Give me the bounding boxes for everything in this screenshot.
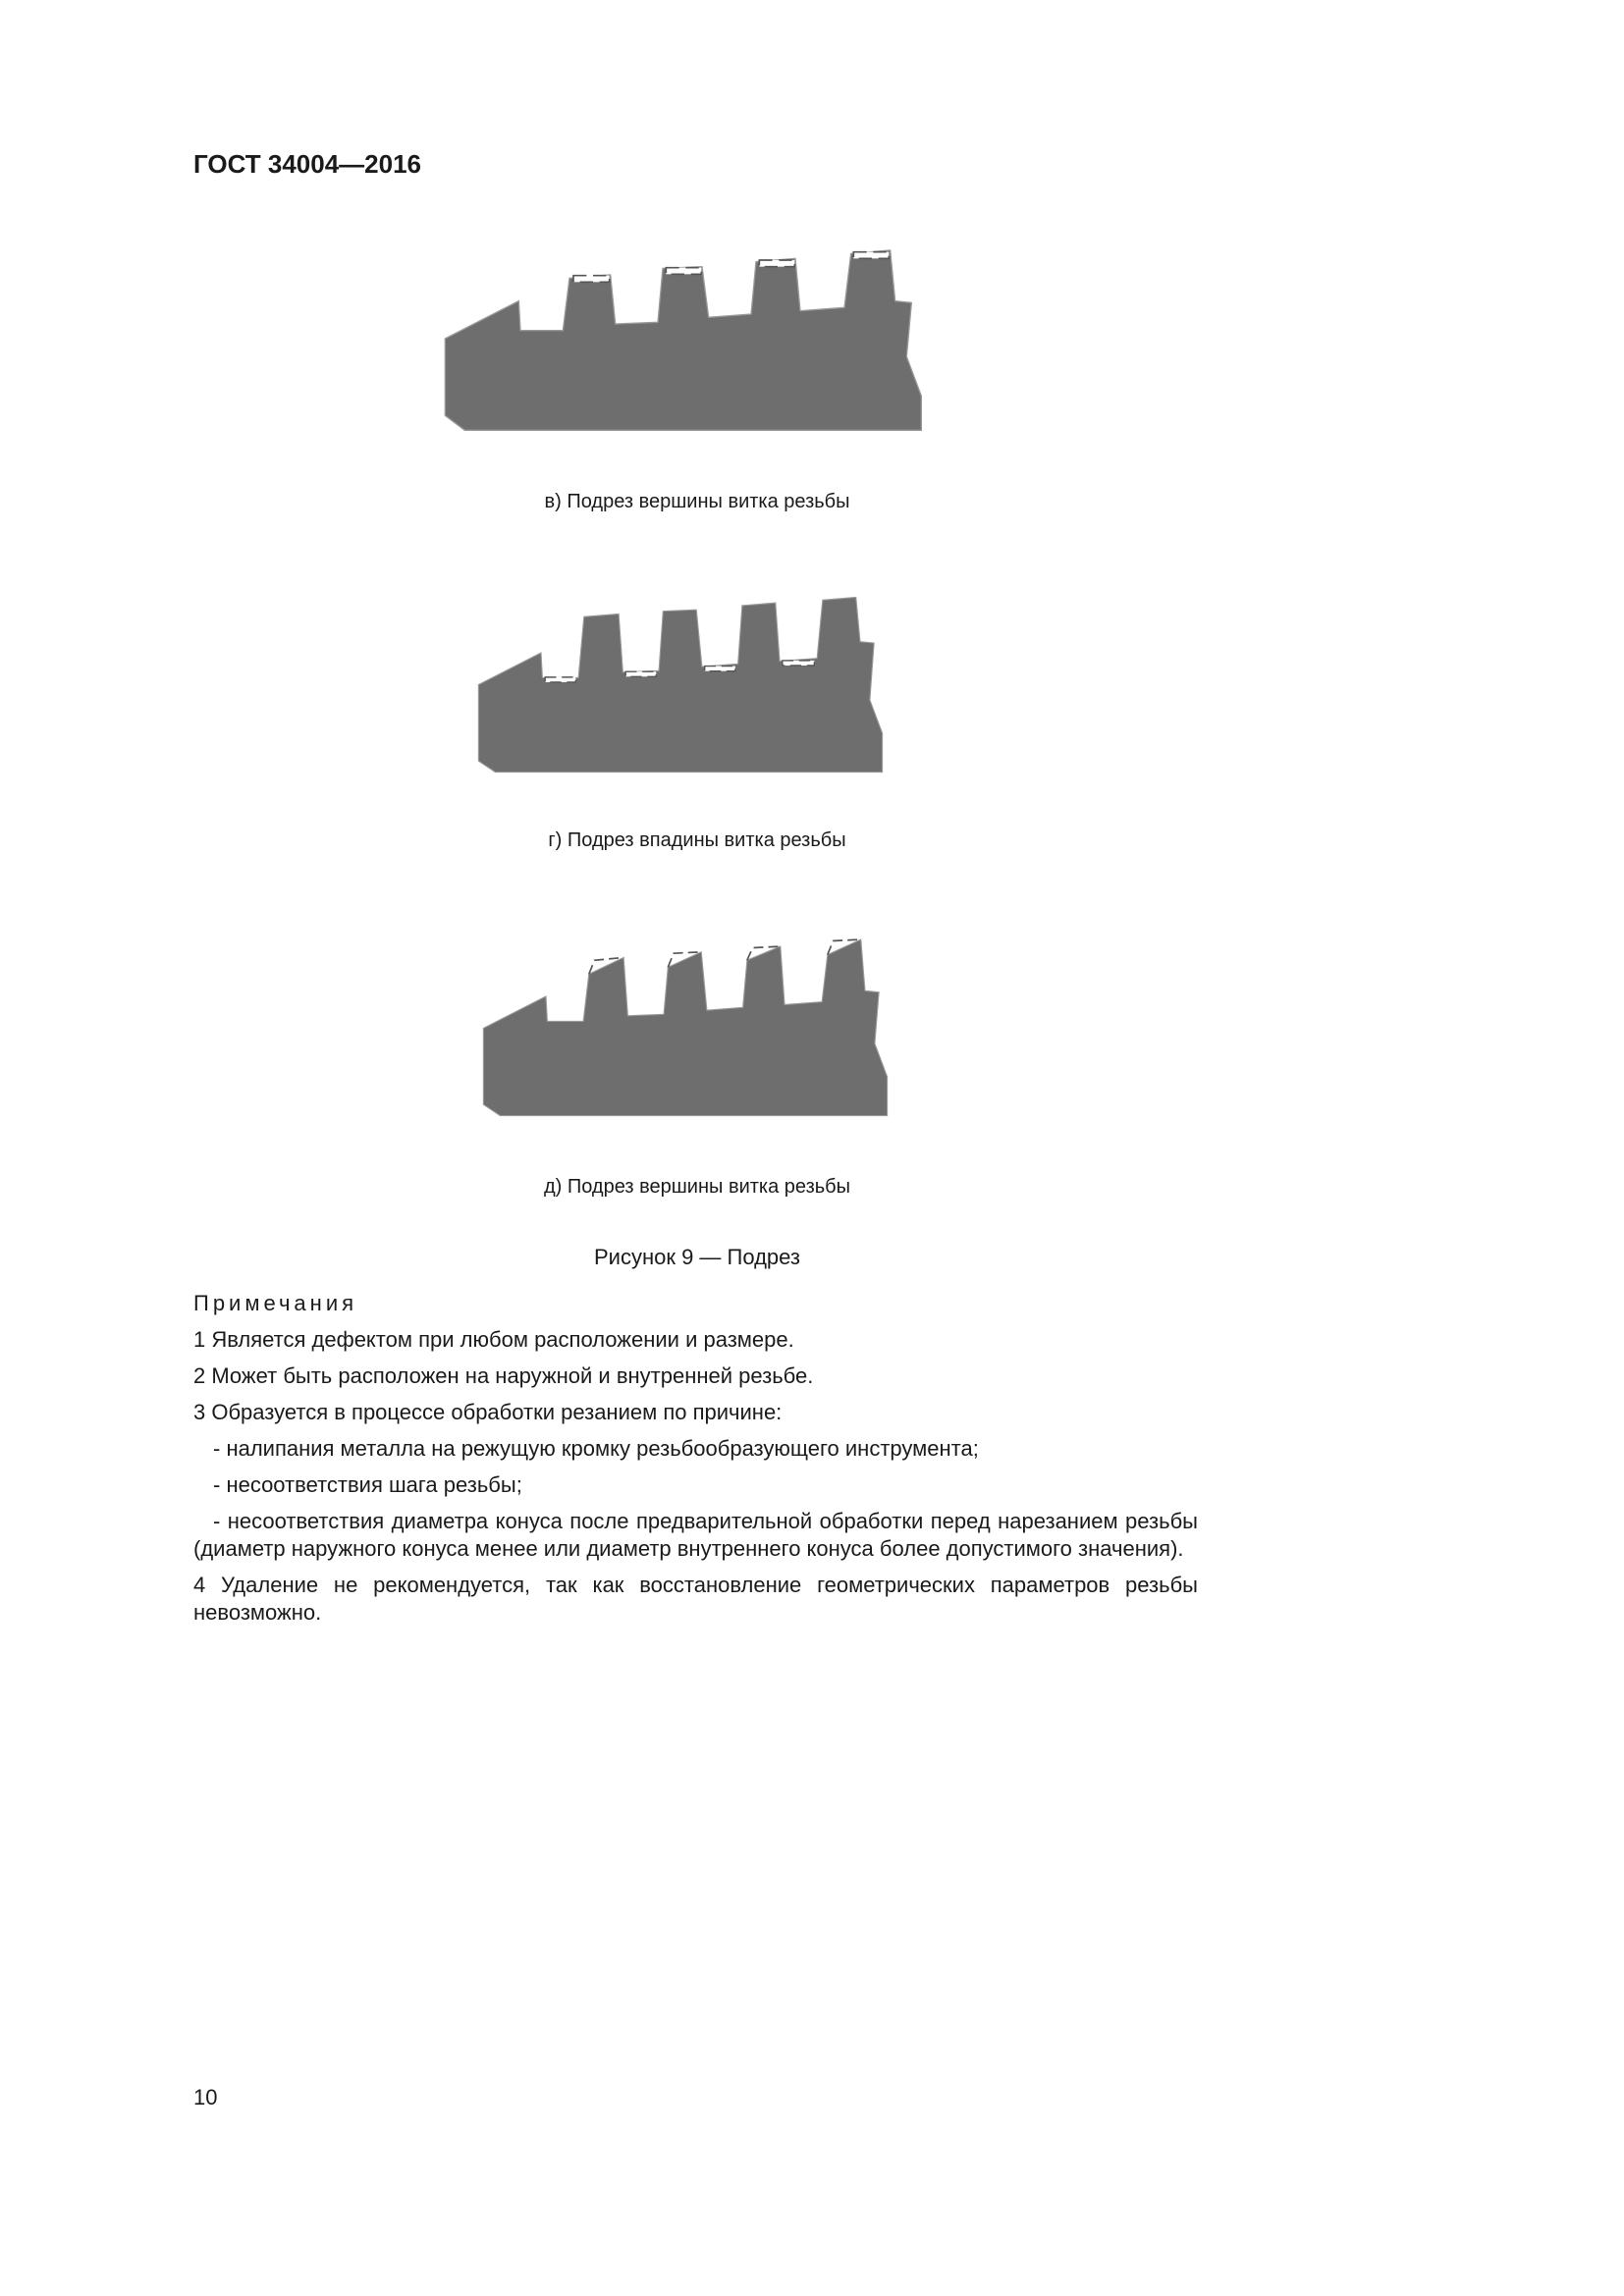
figure-caption-v: в) Подрез вершины витка резьбы [544, 491, 850, 512]
figure-thread-crown-flank-undercut [432, 933, 962, 1124]
figure-title: Рисунок 9 — Подрез [593, 1245, 801, 1269]
figure-caption-d: д) Подрез вершины витка резьбы [543, 1176, 851, 1198]
note-item: 1 Является дефектом при любом расположении и размере. [193, 1327, 794, 1352]
page-number: 10 [193, 2085, 218, 2109]
figure-caption-g: г) Подрез впадины витка резьбы [548, 829, 846, 851]
note-item: 3 Образуется в процессе обработки резанием по причине: [193, 1400, 783, 1424]
note-subitem: - несоответствия диаметра конуса после предварительной обработки перед нарезанием резьбы (диаметр наружного конуса менее или диаметр внутреннего конуса более допустимого значения). [193, 1509, 1198, 1561]
figure-thread-root-undercut [442, 589, 943, 780]
figure-thread-crown-undercut [432, 226, 962, 452]
notes-heading: Примечания [193, 1291, 358, 1315]
notes-section [193, 1290, 1198, 1635]
note-item: 4 Удаление не рекомендуется, так как восстановление геометрических параметров резьбы невозможно. [193, 1573, 1198, 1625]
standard-header: ГОСТ 34004—2016 [193, 149, 421, 179]
note-item: 2 Может быть расположен на наружной и внутренней резьбе. [193, 1363, 814, 1388]
note-subitem: - налипания металла на режущую кромку резьбообразующего инструмента; [213, 1436, 979, 1461]
note-subitem: - несоответствия шага резьбы; [213, 1472, 522, 1497]
